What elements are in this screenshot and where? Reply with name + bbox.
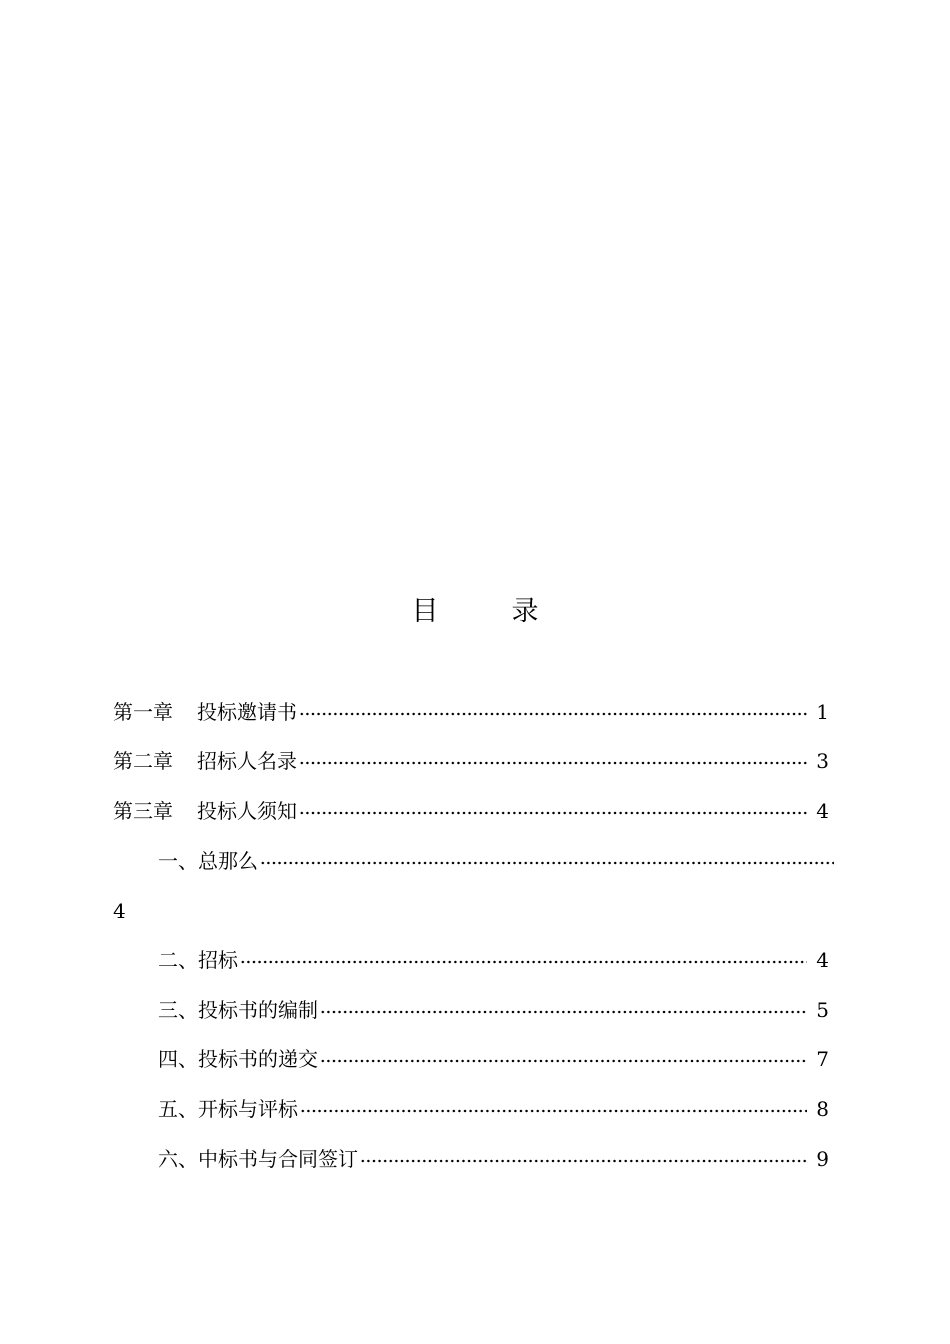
dot-leader — [260, 861, 834, 865]
toc-section-title: 一、总那么 — [158, 849, 258, 873]
toc-chapter-title: 招标人名录 — [197, 749, 297, 773]
dot-leader — [300, 1109, 807, 1113]
dot-leader — [299, 811, 807, 815]
dot-leader — [299, 761, 807, 765]
toc-page-number: 3 — [816, 749, 829, 773]
dot-leader — [360, 1159, 807, 1163]
toc-title-char-2: 录 — [511, 596, 539, 627]
toc-entry-section-6[interactable] — [158, 1144, 829, 1174]
toc-section-title: 六、中标书与合同签订 — [158, 1147, 358, 1171]
toc-section-title: 四、投标书的递交 — [158, 1047, 318, 1071]
toc-entry-section-4[interactable] — [158, 1044, 829, 1074]
toc-chapter-number: 第一章 — [113, 700, 173, 724]
toc-entry-section-5[interactable] — [158, 1094, 829, 1124]
toc-section-title: 二、招标 — [158, 948, 238, 972]
toc-entry-section-3[interactable] — [158, 995, 829, 1025]
toc-section-title: 五、开标与评标 — [158, 1097, 298, 1121]
toc-page-number: 9 — [816, 1147, 829, 1171]
toc-page-number: 8 — [816, 1097, 829, 1121]
toc-chapter-title: 投标人须知 — [197, 799, 297, 823]
toc-section-title: 三、投标书的编制 — [158, 998, 318, 1022]
toc-page-number: 1 — [816, 700, 829, 724]
dot-leader — [299, 712, 807, 716]
toc-entry-section-2[interactable] — [158, 945, 829, 975]
toc-chapter-number: 第二章 — [113, 749, 173, 773]
dot-leader — [320, 1059, 807, 1063]
toc-page-number: 4 — [816, 948, 829, 972]
dot-leader — [240, 960, 807, 964]
dot-leader — [320, 1010, 807, 1014]
toc-page-number: 4 — [816, 799, 829, 823]
toc-entry-chapter-2[interactable] — [113, 746, 829, 776]
toc-page-number: 7 — [816, 1047, 829, 1071]
toc-entry-chapter-3[interactable] — [113, 796, 829, 826]
toc-entry-chapter-1[interactable] — [113, 697, 829, 727]
toc-chapter-number: 第三章 — [113, 799, 173, 823]
toc-title-char-1: 目 — [411, 596, 439, 627]
toc-page-number: 4 — [113, 899, 126, 923]
toc-chapter-title: 投标邀请书 — [197, 700, 297, 724]
toc-entry-section-1[interactable] — [158, 846, 834, 876]
toc-page-number: 5 — [816, 998, 829, 1022]
